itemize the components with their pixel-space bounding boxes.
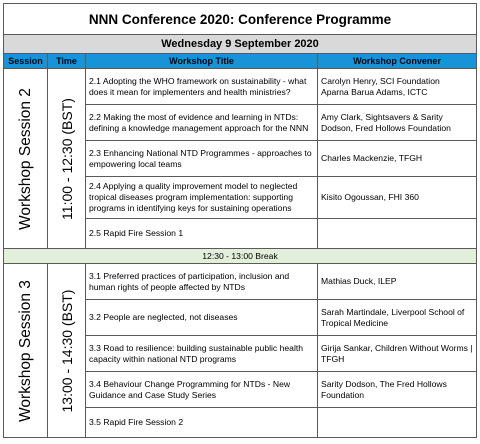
- session-name-cell: [4, 69, 48, 249]
- workshop-title: 2.1 Adopting the WHO framework on sustainability - what does it mean for implementers and health ministries?: [86, 69, 318, 105]
- session-time-cell: [48, 69, 86, 249]
- workshop-convener: Carolyn Henry, SCI Foundation Aparna Barua Adams, ICTC: [318, 69, 477, 105]
- workshop-convener: Amy Clark, Sightsavers & Sarity Dodson, Fred Hollows Foundation: [318, 105, 477, 141]
- workshop-convener: Kisito Ogoussan, FHI 360: [318, 177, 477, 219]
- workshop-title: 2.3 Enhancing National NTD Programmes - approaches to empowering local teams: [86, 141, 318, 177]
- session-time-cell: [48, 264, 86, 438]
- workshop-title: 3.3 Road to resilience: building sustainable public health capacity within national NTD programs: [86, 336, 318, 372]
- programme-table: [3, 3, 477, 438]
- session-name-cell: [4, 264, 48, 438]
- workshop-convener: Charles Mackenzie, TFGH: [318, 141, 477, 177]
- break-label: 12:30 - 13:00 Break: [4, 249, 477, 264]
- workshop-title: 3.1 Preferred practices of participation, inclusion and human rights of people affected by NTDs: [86, 264, 318, 300]
- workshop-convener: [318, 219, 477, 249]
- table-row: [4, 264, 477, 300]
- session-name: Workshop Session 2: [16, 87, 34, 230]
- page-title: NNN Conference 2020: Conference Programme: [4, 4, 477, 35]
- session-time: 13:00 - 14:30 (BST): [58, 289, 75, 412]
- workshop-convener: [318, 408, 477, 438]
- workshop-convener: Mathias Duck, ILEP: [318, 264, 477, 300]
- column-header-workshop-title: Workshop Title: [86, 54, 318, 69]
- workshop-title: 2.5 Rapid Fire Session 1: [86, 219, 318, 249]
- workshop-convener: Sarah Martindale, Liverpool School of Tropical Medicine: [318, 300, 477, 336]
- table-row: [4, 69, 477, 105]
- session-name: Workshop Session 3: [16, 279, 34, 422]
- workshop-convener: Girija Sankar, Children Without Worms | TFGH: [318, 336, 477, 372]
- workshop-title: 2.2 Making the most of evidence and learning in NTDs: defining a knowledge management approach for the NNN: [86, 105, 318, 141]
- column-header-time: Time: [48, 54, 86, 69]
- programme-document: [3, 3, 476, 440]
- workshop-title: 3.4 Behaviour Change Programming for NTDs - New Guidance and Case Study Series: [86, 372, 318, 408]
- column-header-row: [4, 54, 477, 69]
- workshop-title: 3.2 People are neglected, not diseases: [86, 300, 318, 336]
- session-time: 11:00 - 12:30 (BST): [58, 97, 75, 220]
- workshop-title: 2.4 Applying a quality improvement model to neglected tropical diseases program implementation: supporting programs in identifying keys for sustaining operations: [86, 177, 318, 219]
- date-heading: Wednesday 9 September 2020: [4, 35, 477, 54]
- column-header-session: Session: [4, 54, 48, 69]
- break-row: [4, 249, 477, 264]
- column-header-workshop-convener: Workshop Convener: [318, 54, 477, 69]
- workshop-convener: Sarity Dodson, The Fred Hollows Foundation: [318, 372, 477, 408]
- workshop-title: 3.5 Rapid Fire Session 2: [86, 408, 318, 438]
